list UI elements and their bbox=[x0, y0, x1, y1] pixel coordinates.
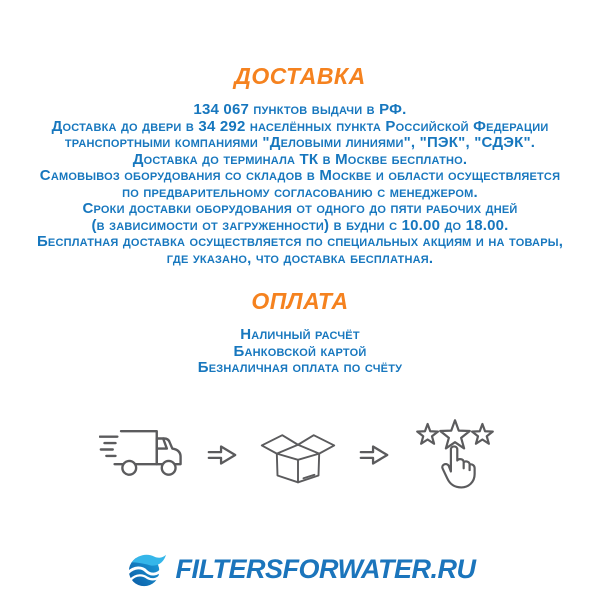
delivery-process-icons bbox=[0, 409, 600, 501]
delivery-text-line: 134 067 пунктов выдачи в РФ. bbox=[193, 101, 407, 118]
delivery-text-line: Доставка до терминала ТК в Москве бесплатно. bbox=[132, 150, 468, 168]
rating-stars-hand-icon bbox=[409, 413, 501, 497]
site-logo[interactable] bbox=[0, 551, 600, 589]
delivery-text-line: Самовывоз оборудования со складов в Москве и области осуществляется bbox=[39, 167, 561, 184]
open-box-icon bbox=[257, 419, 339, 491]
delivery-text bbox=[0, 102, 600, 267]
payment-text-line: Наличный расчёт bbox=[240, 326, 360, 343]
payment-text-line: Банковской картой bbox=[233, 342, 367, 360]
delivery-text-line: где указано, что доставка бесплатная. bbox=[166, 249, 434, 267]
delivery-text-line: Бесплатная доставка осуществляется по специальных акциям и на товары, bbox=[36, 233, 564, 250]
delivery-text-line: Сроки доставки оборудования от одного до пяти рабочих дней bbox=[82, 200, 518, 217]
payment-text-line: Безналичная оплата по счёту bbox=[197, 359, 403, 376]
payment-text bbox=[0, 327, 600, 377]
water-wave-logo-icon bbox=[125, 551, 167, 589]
delivery-text-line: по предварительному согласованию с менеджером. bbox=[122, 183, 478, 201]
arrow-right-icon bbox=[357, 442, 391, 468]
arrow-right-icon bbox=[205, 442, 239, 468]
delivery-section-title: ДОСТАВКА bbox=[234, 63, 366, 89]
site-logo-text: FILTERSFORWATER.RU bbox=[175, 554, 476, 584]
delivery-truck-icon bbox=[99, 426, 187, 484]
delivery-text-line: Доставка до двери в 34 292 населённых пункта Российской Федерации bbox=[51, 117, 549, 135]
payment-section-title: ОПЛАТА bbox=[251, 288, 349, 314]
delivery-text-line: (в зависимости от загруженности) в будни с 10.00 до 18.00. bbox=[91, 216, 509, 234]
delivery-text-line: транспортными компаниями "Деловыми линиями", "ПЭК", "СДЭК". bbox=[64, 134, 536, 151]
